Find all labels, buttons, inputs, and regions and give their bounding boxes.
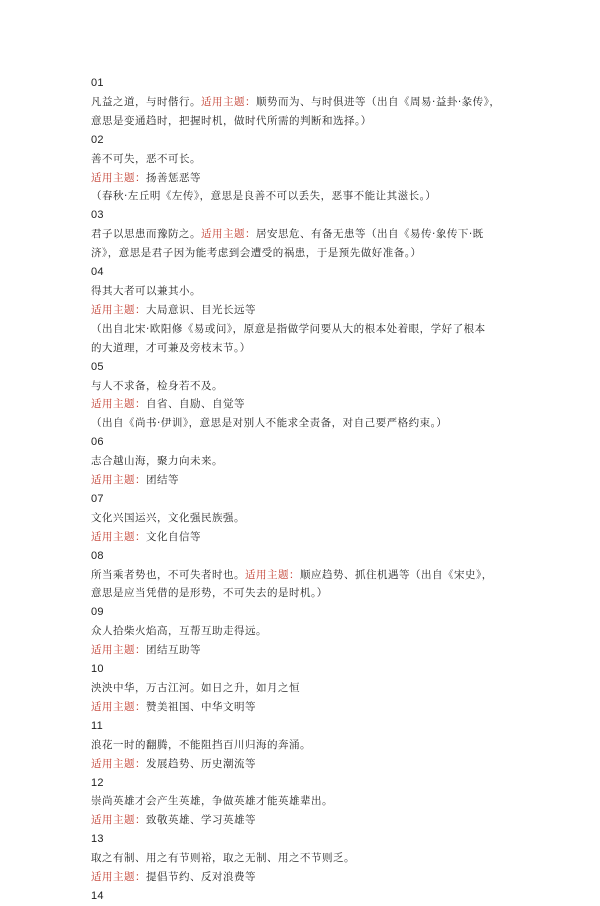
entry-text: 善不可失，恶不可长。 (91, 152, 201, 165)
entry-number: 08 (91, 549, 104, 562)
entry-line (91, 755, 531, 774)
entry-number: 09 (91, 606, 104, 619)
theme-text: 顺应趋势、抓住机遇等（出自《宋史》， (300, 568, 493, 581)
entry-line (91, 339, 531, 358)
entry-line (91, 225, 531, 244)
entry-line (91, 622, 531, 641)
entry-text: 与人不求备，检身若不及。 (91, 379, 223, 392)
theme-label: 适用主题： (91, 814, 146, 827)
theme-text: 提倡节约、反对浪费等 (146, 871, 256, 884)
entry-line (91, 679, 531, 698)
entry-number: 10 (91, 663, 104, 676)
entry-number: 07 (91, 492, 104, 505)
entry-number: 06 (91, 436, 104, 449)
entry-number: 14 (91, 889, 104, 902)
entry-text: 的大道理，才可兼及旁枝末节。） (91, 341, 251, 354)
theme-label: 适用主题： (201, 228, 256, 241)
entry-number: 02 (91, 133, 104, 146)
theme-text: 文化自信等 (146, 530, 201, 543)
theme-text: 扬善惩恶等 (146, 171, 201, 184)
entry-text: 济》，意思是君子因为能考虑到会遭受的祸患，于是预先做好准备。） (91, 247, 422, 260)
entry-text: 君子以思患而豫防之。 (91, 228, 201, 241)
entry-number: 01 (91, 77, 104, 89)
entry-number: 13 (91, 833, 104, 846)
entry-line (91, 150, 531, 169)
entry-line (91, 320, 531, 339)
entry-text: 浪花一时的翻腾，不能阻挡百川归海的奔涌。 (91, 738, 311, 751)
theme-text: 居安思危、有备无患等（出自《易传·象传下·既 (256, 228, 484, 241)
entry-line (91, 414, 531, 433)
entry-text: （春秋·左丘明《左传》，意思是良善不可以丢失，恶事不能让其滋长。） (91, 190, 437, 203)
theme-label: 适用主题： (91, 644, 146, 657)
theme-label: 适用主题： (91, 530, 146, 543)
entry-line (91, 849, 531, 868)
entry-line (91, 301, 531, 320)
entry-line (91, 792, 531, 811)
theme-label: 适用主题： (91, 171, 146, 184)
entry-line (91, 377, 531, 396)
entry-text: 意思是应当凭借的是形势，不可失去的是时机。） (91, 587, 328, 600)
entry-text: 泱泱中华，万古江河。如日之升，如月之恒 (91, 682, 300, 694)
entry-text: 所当乘者势也，不可失者时也。 (91, 568, 245, 581)
entry-text: 崇尚英雄才会产生英雄，争做英雄才能英雄辈出。 (91, 795, 333, 808)
entry-number: 05 (91, 360, 104, 373)
entry-line (91, 471, 531, 490)
theme-label: 适用主题： (91, 757, 146, 770)
entry-line (91, 169, 531, 188)
entry-line (91, 698, 531, 717)
entry-line (91, 736, 531, 755)
entry-text: 众人拾柴火焰高，互帮互助走得远。 (91, 625, 267, 638)
entry-line (91, 528, 531, 547)
entry-line (91, 244, 531, 263)
entry-number: 11 (91, 719, 104, 732)
entry-line (91, 395, 531, 414)
entry-line (91, 112, 531, 131)
entry-text: （出自《尚书·伊训》，意思是对别人不能求全责备，对自己要严格约束。） (91, 417, 448, 430)
entry-line (91, 282, 531, 301)
theme-text: 团结互助等 (146, 644, 201, 657)
entry-line (91, 452, 531, 471)
entry-line (91, 868, 531, 887)
entry-text: 意思是变通趋时，把握时机，做时代所需的判断和选择。） (91, 114, 372, 127)
entry-line (91, 566, 531, 585)
theme-text: 团结等 (146, 474, 179, 487)
theme-text: 致敬英雄、学习英雄等 (146, 814, 256, 827)
theme-text: 自省、自励、自觉等 (146, 398, 245, 411)
entry-text: 志合越山海，聚力向未来。 (91, 455, 223, 468)
theme-label: 适用主题： (201, 95, 256, 108)
document-page (91, 74, 531, 906)
theme-label: 适用主题： (91, 871, 146, 884)
entry-line (91, 93, 531, 112)
entry-text: 取之有制、用之有节则裕，取之无制、用之不节则乏。 (91, 852, 355, 865)
entry-line (91, 811, 531, 830)
entry-line (91, 584, 531, 603)
theme-text: 大局意识、目光长远等 (146, 303, 256, 316)
entry-line (91, 187, 531, 206)
entry-text: 得其大者可以兼其小。 (91, 284, 201, 297)
theme-label: 适用主题： (91, 474, 146, 487)
theme-label: 适用主题： (245, 568, 300, 581)
theme-label: 适用主题： (91, 398, 146, 411)
entry-number: 03 (91, 209, 104, 222)
entry-line (91, 641, 531, 660)
entry-text: 文化兴国运兴，文化强民族强。 (91, 511, 245, 524)
entry-text: 凡益之道，与时偕行。 (91, 95, 201, 108)
theme-text: 赞美祖国、中华文明等 (146, 700, 256, 713)
entry-number: 12 (91, 776, 104, 789)
entry-text: （出自北宋·欧阳修《易或问》，原意是指做学问要从大的根本处着眼，学好了根本 (91, 322, 486, 335)
theme-label: 适用主题： (91, 303, 146, 316)
entry-line (91, 509, 531, 528)
theme-text: 顺势而为、与时俱进等（出自《周易·益卦·彖传》， (256, 95, 501, 108)
entry-number: 04 (91, 266, 104, 279)
theme-label: 适用主题： (91, 700, 146, 713)
theme-text: 发展趋势、历史潮流等 (146, 757, 256, 770)
